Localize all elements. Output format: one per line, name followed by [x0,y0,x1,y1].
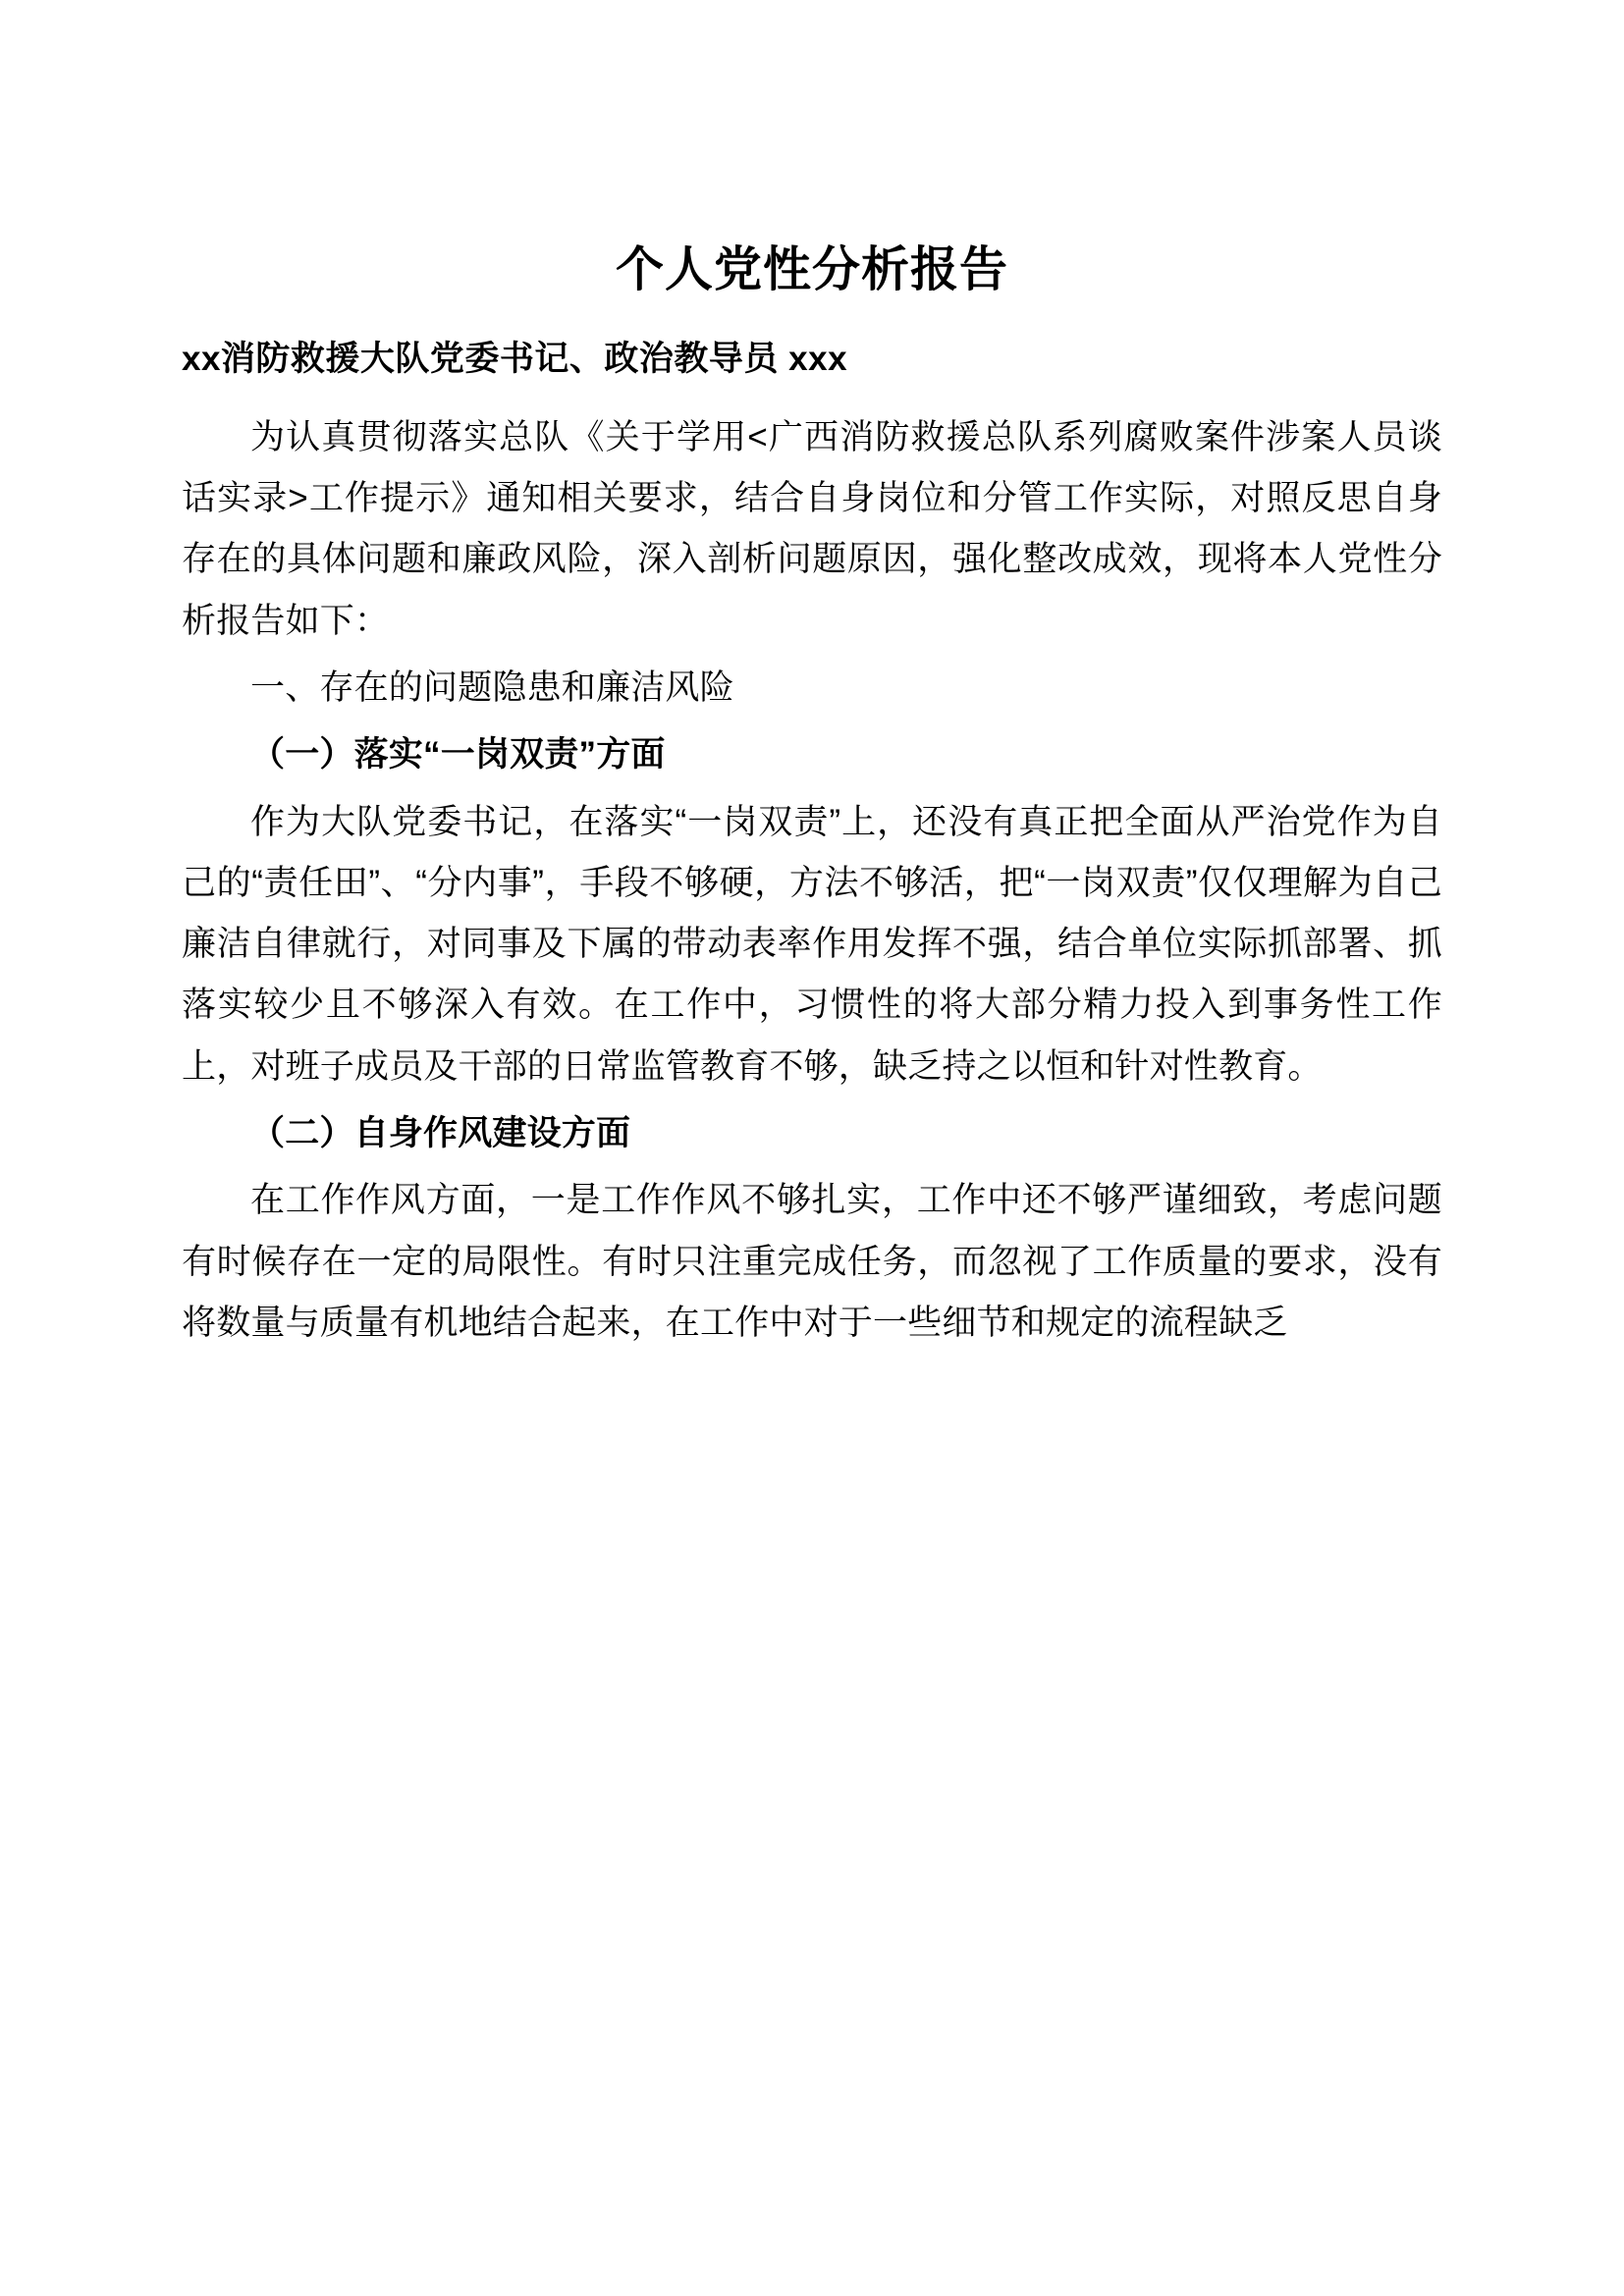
subsection-heading-two: （二）自身作风建设方面 [250,1114,631,1153]
paragraph-subsection-two-body: 在工作作风方面，一是工作作风不够扎实，工作中还不够严谨细致，考虑问题有时候存在一定的局限性。有时只注重完成任务，而忽视了工作质量的要求，没有将数量与质量有机地结合起来，在工作中对于一些细节和规定的流程缺乏 [182,1181,1442,1342]
document-byline: xx消防救援大队党委书记、政治教导员 xxx [182,340,848,379]
paragraph-subsection-one-body: 作为大队党委书记，在落实“一岗双责”上，还没有真正把全面从严治党作为自己的“责任田”、“分内事”，手段不够硬，方法不够活，把“一岗双责”仅仅理解为自己廉洁自律就行，对同事及下属的带动表率作用发挥不强，结合单位实际抓部署、抓落实较少且不够深入有效。在工作中，习惯性的将大部分精力投入到事务性工作上，对班子成员及干部的日常监管教育不够，缺乏持之以恒和针对性教育。 [182,802,1442,1086]
section-heading-one: 一、存在的问题隐患和廉洁风险 [250,667,734,707]
page-title: 个人党性分析报告 [615,243,1008,296]
subsection-heading-one: （一）落实“一岗双责”方面 [250,735,666,774]
paragraph-intro: 为认真贯彻落实总队《关于学用<广西消防救援总队系列腐败案件涉案人员谈话实录>工作提示》通知相关要求，结合自身岗位和分管工作实际，对照反思自身存在的具体问题和廉政风险，深入剖析问题原因，强化整改成效，现将本人党性分析报告如下： [182,417,1442,640]
